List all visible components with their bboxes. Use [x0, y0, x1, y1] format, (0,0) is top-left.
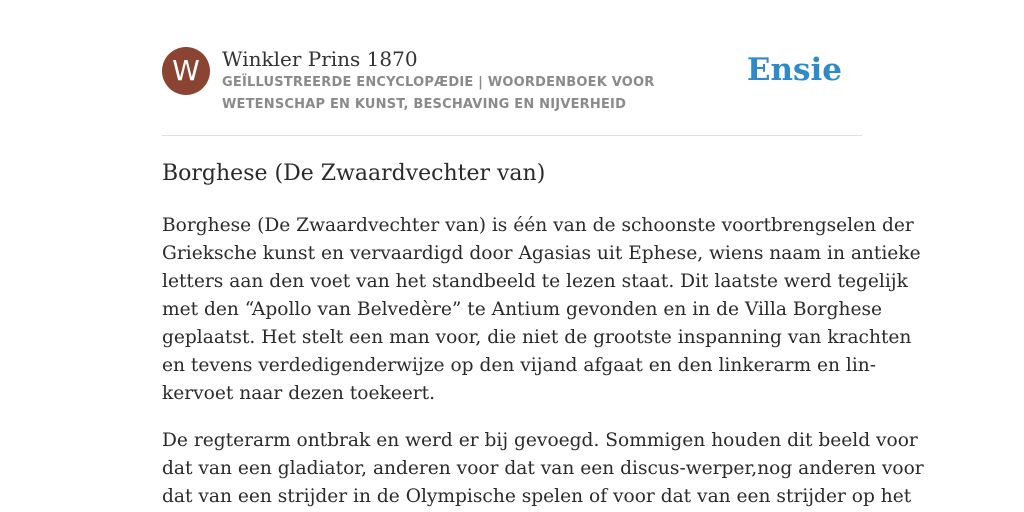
source-header — [162, 47, 862, 117]
header-divider — [162, 135, 862, 136]
text-line: dat van een gladiator, anderen voor dat van een discus-werper,nog anderen voor — [162, 458, 924, 479]
text-line: De regterarm ontbrak en werd er bij gevoegd. Sommigen houden dit beeld voor — [162, 430, 918, 451]
paragraph-2 — [162, 427, 924, 511]
entry-body — [162, 212, 924, 512]
text-line: dat van een strijder in de Olympische spelen of voor dat van een strijder op het — [162, 486, 912, 507]
text-line: met den “Apollo van Belvedère” te Antium gevonden en in de Villa Borghese — [162, 299, 882, 320]
text-line: Grieksche kunst en vervaardigd door Agasias uit Ephese, wiens naam in antieke — [162, 243, 921, 264]
text-line: kervoet naar dezen toekeert. — [162, 383, 435, 404]
source-subtitle: GEÏLLUSTREERDE ENCYCLOPÆDIE | WOORDENBOEK VOOR WETENSCHAP EN KUNST, BESCHAVING EN NIJVERHEID — [222, 75, 655, 112]
ensie-logo[interactable]: Ensie — [746, 52, 842, 88]
text-line: en tevens verdedigenderwijze op den vijand afgaat en den linkerarm en lin- — [162, 355, 877, 376]
source-title-link[interactable]: Winkler Prins 1870 — [222, 47, 418, 71]
paragraph-1 — [162, 212, 921, 408]
text-line: letters aan den voet van het standbeeld te lezen staat. Dit laatste werd tegelijk — [162, 271, 908, 292]
entry-title: Borghese (De Zwaardvechter van) — [162, 161, 546, 186]
text-line: Borghese (De Zwaardvechter van) is één van de schoonste voortbrengselen der — [162, 215, 914, 236]
source-avatar[interactable]: W — [162, 47, 210, 95]
text-line: geplaatst. Het stelt een man voor, die niet de grootste inspanning van krachten — [162, 327, 912, 348]
